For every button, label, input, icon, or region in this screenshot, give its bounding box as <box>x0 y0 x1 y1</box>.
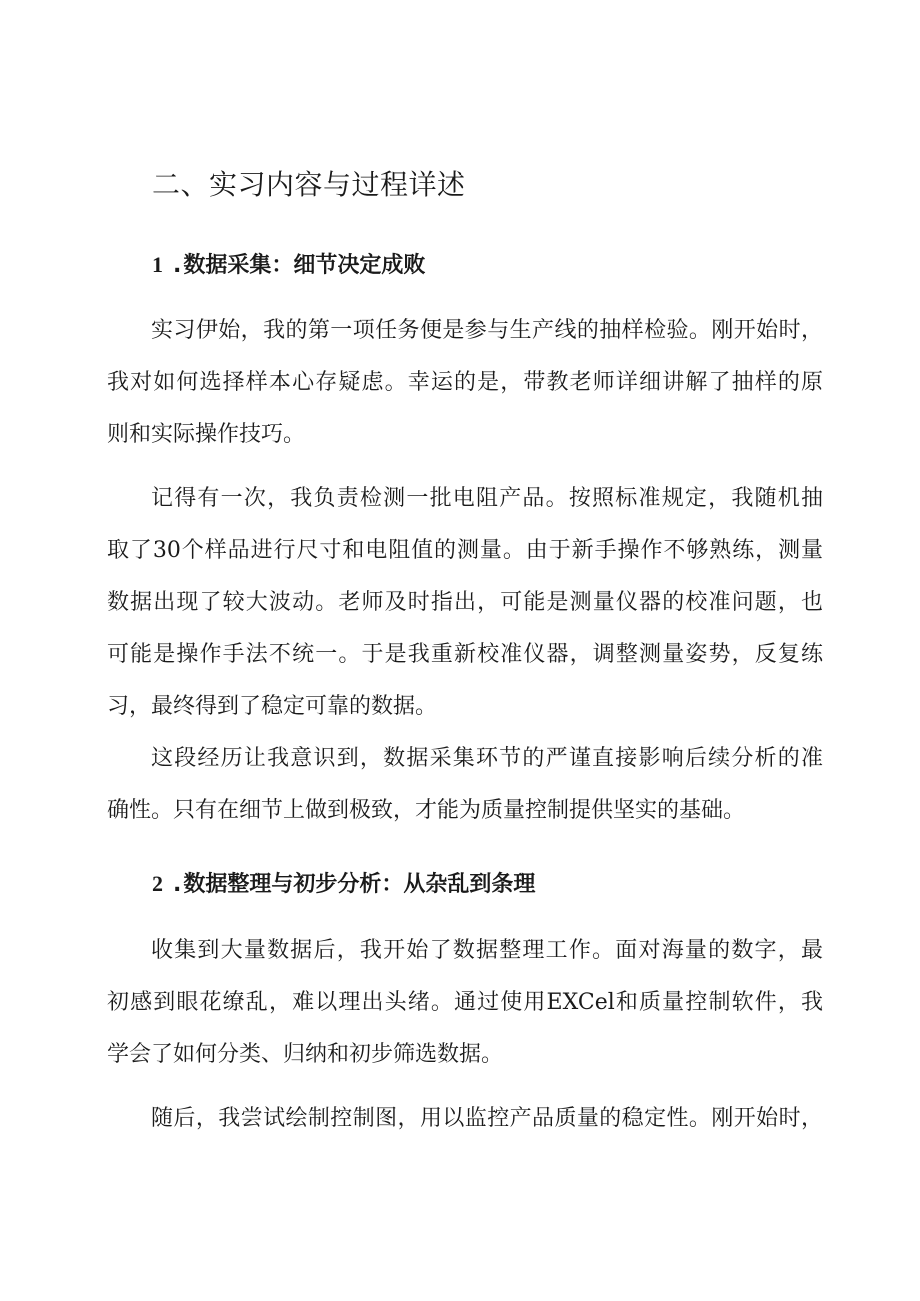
paragraph-line: 则和实际操作技巧。 <box>107 422 306 447</box>
paragraph-line: 习，最终得到了稳定可靠的数据。 <box>107 694 438 719</box>
paragraph-line: 收集到大量数据后，我开始了数据整理工作。面对海量的数字，最 <box>151 938 823 963</box>
paragraph-line: 学会了如何分类、归纳和初步筛选数据。 <box>107 1042 504 1067</box>
subsection-heading-1 <box>152 245 425 286</box>
subsection-dot: . <box>173 253 182 278</box>
paragraph-line: 初感到眼花缭乱，难以理出头绪。通过使用EXCel和质量控制软件，我 <box>107 990 823 1015</box>
paragraph-1 <box>107 305 823 461</box>
paragraph-3 <box>107 733 823 837</box>
subsection-title: 数据整理与初步分析：从杂乱到条理 <box>183 872 536 897</box>
paragraph-line: 随后，我尝试绘制控制图，用以监控产品质量的稳定性。刚开始时， <box>151 1106 823 1131</box>
paragraph-line: 确性。只有在细节上做到极致，才能为质量控制提供坚实的基础。 <box>107 798 746 823</box>
paragraph-line: 我对如何选择样本心存疑虑。幸运的是，带教老师详细讲解了抽样的原 <box>107 370 823 395</box>
subsection-title: 数据采集：细节决定成败 <box>183 253 426 278</box>
paragraph-line: 取了30个样品进行尺寸和电阻值的测量。由于新手操作不够熟练，测量 <box>107 538 823 563</box>
paragraph-line: 这段经历让我意识到，数据采集环节的严谨直接影响后续分析的准 <box>151 746 823 771</box>
paragraph-line: 可能是操作手法不统一。于是我重新校准仪器，调整测量姿势，反复练 <box>107 642 823 667</box>
paragraph-2 <box>107 473 823 733</box>
paragraph-4 <box>107 925 823 1081</box>
paragraph-line: 实习伊始，我的第一项任务便是参与生产线的抽样检验。刚开始时， <box>151 318 823 343</box>
paragraph-5 <box>107 1093 823 1145</box>
subsection-dot: . <box>173 872 182 897</box>
subsection-heading-2 <box>152 864 535 905</box>
subsection-number: 2 <box>152 871 163 896</box>
paragraph-line: 记得有一次，我负责检测一批电阻产品。按照标准规定，我随机抽 <box>151 486 823 511</box>
subsection-number: 1 <box>152 252 163 277</box>
paragraph-line: 数据出现了较大波动。老师及时指出，可能是测量仪器的校准问题，也 <box>107 590 823 615</box>
section-heading: 二、实习内容与过程详述 <box>152 168 466 201</box>
